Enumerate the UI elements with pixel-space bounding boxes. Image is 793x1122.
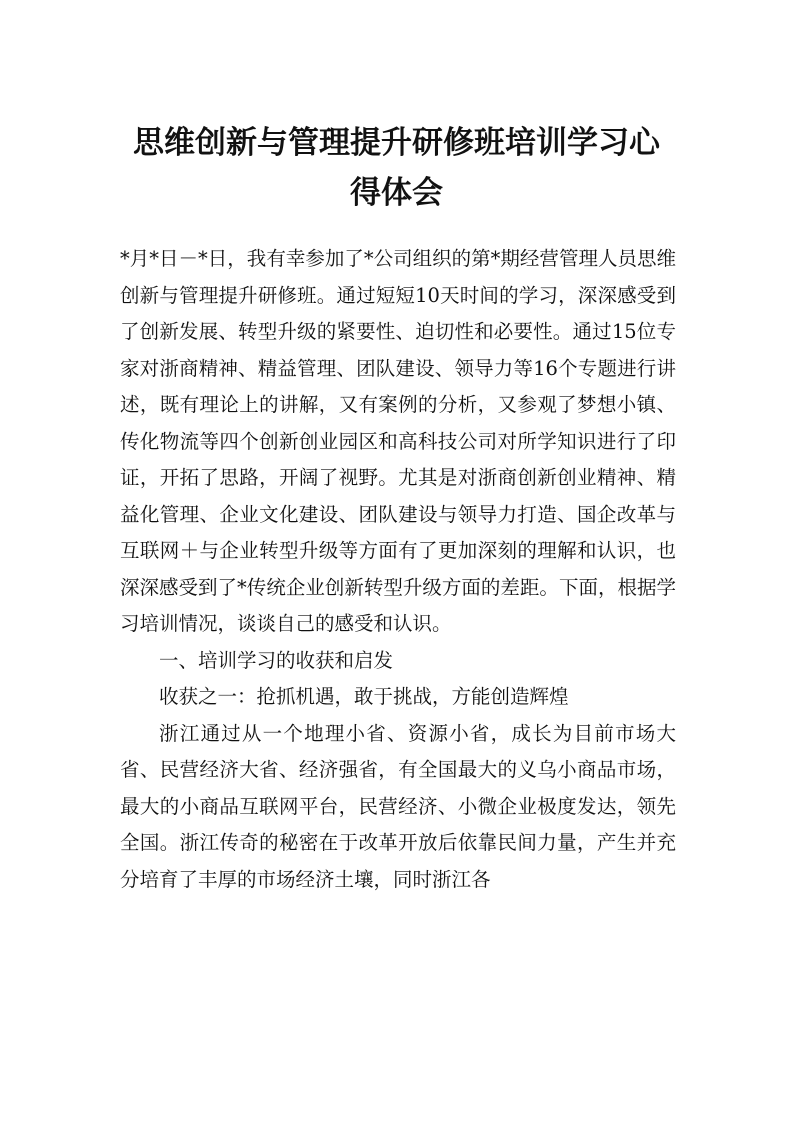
section-heading: 一、培训学习的收获和启发: [159, 648, 394, 672]
subsection-heading: 收获之一：抢抓机遇，敢于挑战，方能创造辉煌: [159, 685, 569, 708]
document-body: [120, 241, 676, 898]
document-title: 思维创新与管理提升研修班培训学习心得体会: [133, 125, 660, 211]
paragraph-zhejiang: 浙江通过从一个地理小省、资源小省，成长为目前市场大省、民营经济大省、经济强省，有全国最大的义乌小商品市场，最大的小商品互联网平台，民营经济、小微企业极度发达，领先全国。浙江传奇的秘密在于改革开放后依靠民间力量，产生并充分培育了丰厚的市场经济土壤，同时浙江各: [120, 721, 676, 891]
paragraph-intro: *月*日－*日，我有幸参加了*公司组织的第*期经营管理人员思维创新与管理提升研修班。通过短短10天时间的学习，深深感受到了创新发展、转型升级的紧要性、迫切性和必要性。通过15位专家对浙商精神、精益管理、团队建设、领导力等16个专题进行讲述，既有理论上的讲解，又有案例的分析，又参观了梦想小镇、传化物流等四个创新创业园区和高科技公司对所学知识进行了印证，开拓了思路，开阔了视野。尤其是对浙商创新创业精神、精益化管理、企业文化建设、团队建设与领导力打造、国企改革与互联网＋与企业转型升级等方面有了更加深刻的理解和认识，也深深感受到了*传统企业创新转型升级方面的差距。下面，根据学习培训情况，谈谈自己的感受和认识。: [120, 247, 676, 635]
